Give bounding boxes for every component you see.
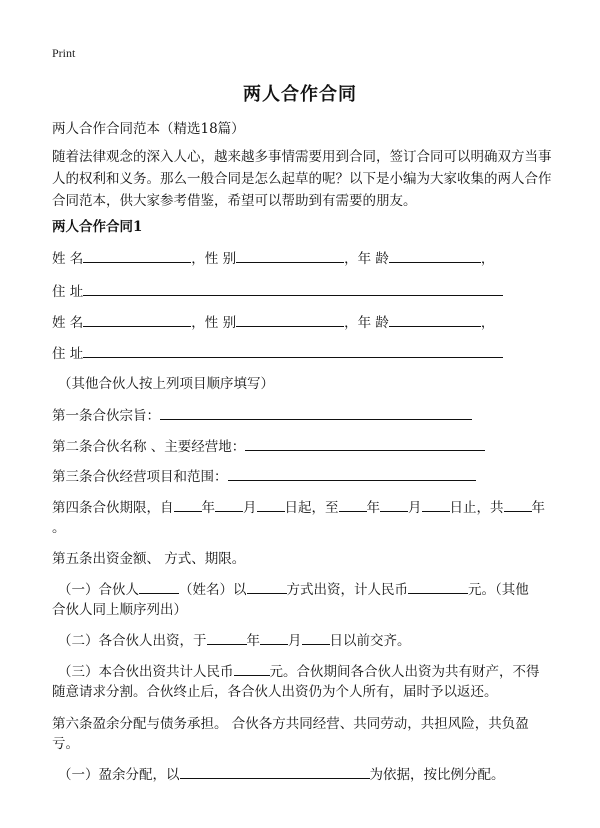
name-label: 姓 名 (52, 251, 84, 267)
gender-label: ，性 别 (191, 315, 237, 331)
name-blank[interactable] (83, 248, 191, 263)
year-label: 年 (366, 500, 380, 516)
day-from-label: 日起，至 (284, 500, 339, 516)
article-6-1 (58, 764, 505, 786)
partner-name-blank[interactable] (139, 579, 179, 594)
address-label: 住 址 (52, 346, 84, 362)
year-label: 年 (201, 500, 215, 516)
article-1 (52, 405, 472, 427)
gender-blank[interactable] (236, 248, 344, 263)
start-day-blank[interactable] (257, 497, 285, 512)
article-6-line-2: 亏。 (52, 736, 79, 752)
article-2 (52, 436, 485, 458)
day-to-label: 日止，共 (449, 500, 504, 516)
years-label: 年 (531, 500, 545, 516)
address-blank[interactable] (83, 343, 503, 358)
article-5-3-rest: 元。合伙期间各合伙人出资为共有财产，不得 (269, 664, 540, 680)
article-2-label: 第二条合伙名称 、主要经营地： (52, 439, 246, 455)
party-2-address-line (52, 343, 503, 365)
method-label: 方式出资，计人民币 (286, 582, 408, 598)
article-5-1-prefix: （一）合伙人 (58, 582, 139, 598)
article-1-label: 第一条合伙宗旨： (52, 408, 160, 424)
party-1-address-line (52, 281, 503, 303)
end-year-blank[interactable] (339, 497, 367, 512)
article-4 (52, 497, 545, 519)
gender-blank[interactable] (236, 312, 344, 327)
article-6-1-prefix: （一）盈余分配，以 (58, 767, 180, 783)
due-month-blank[interactable] (260, 630, 288, 645)
comma: ， (480, 315, 495, 331)
article-4-wrap: 。 (52, 520, 66, 536)
document-title: 两人合作合同 (243, 84, 357, 105)
distribution-basis-blank[interactable] (180, 764, 370, 779)
name-blank[interactable] (83, 312, 191, 327)
article-5-2 (58, 630, 411, 652)
document-subtitle: 两人合作合同范本（精选18篇） (52, 121, 245, 137)
address-label: 住 址 (52, 284, 84, 300)
intro-paragraph: 随着法律观念的深入人心，越来越多事情需要用到合同，签订合同可以明确双方当事人的权利和义务。那么一般合同是怎么起草的呢？以下是小编为大家收集的两人合作合同范本，供大家参考借鉴，希望可以帮助到有需要的朋友。 (52, 149, 552, 209)
end-day-blank[interactable] (422, 497, 450, 512)
gender-label: ，性 别 (191, 251, 237, 267)
amount-blank[interactable] (408, 579, 468, 594)
article-3-blank[interactable] (228, 466, 476, 481)
age-label: ，年 龄 (344, 251, 389, 267)
start-year-blank[interactable] (174, 497, 202, 512)
year-label: 年 (246, 633, 260, 649)
article-4-prefix: 第四条合伙期限，自 (52, 500, 174, 516)
age-blank[interactable] (389, 248, 481, 263)
article-5-3-wrap: 随意请求分割。合伙终止后，各合伙人出资仍为个人所有，届时予以返还。 (52, 684, 498, 700)
month-label: 月 (288, 633, 302, 649)
article-5-1 (58, 579, 529, 601)
article-5-2-prefix: （二）各合伙人出资，于 (58, 633, 207, 649)
article-5-3 (58, 661, 540, 683)
others-note: （其他合伙人按上列项目顺序填写） (58, 376, 274, 392)
due-year-blank[interactable] (207, 630, 247, 645)
method-blank[interactable] (247, 579, 287, 594)
start-month-blank[interactable] (215, 497, 243, 512)
article-6-line-1: 第六条盈余分配与债务承担。 合伙各方共同经营、共同劳动，共担风险，共负盈 (52, 716, 529, 732)
yuan-label: 元。（其他 (468, 582, 529, 598)
name-label: 姓 名 (52, 315, 84, 331)
party-2-info-line (52, 312, 494, 334)
party-1-info-line (52, 248, 494, 270)
due-tail: 日以前交齐。 (329, 633, 411, 649)
comma: ， (480, 251, 495, 267)
article-3 (52, 466, 476, 488)
article-2-blank[interactable] (245, 436, 485, 451)
article-3-label: 第三条合伙经营项目和范围： (52, 469, 228, 485)
article-5-1-wrap: 合伙人同上顺序列出） (52, 602, 187, 618)
due-day-blank[interactable] (302, 630, 330, 645)
article-6-1-tail: 为依据，按比例分配。 (369, 767, 505, 783)
article-1-blank[interactable] (160, 405, 472, 420)
age-blank[interactable] (389, 312, 481, 327)
name-in-label: （姓名）以 (179, 582, 247, 598)
month-label: 月 (408, 500, 422, 516)
article-5-3-prefix: （三）本合伙出资共计人民币 (58, 664, 234, 680)
address-blank[interactable] (83, 281, 503, 296)
total-years-blank[interactable] (504, 497, 532, 512)
print-label[interactable]: Print (52, 46, 76, 60)
end-month-blank[interactable] (380, 497, 408, 512)
article-5: 第五条出资金额、 方式、期限。 (52, 551, 246, 567)
age-label: ，年 龄 (344, 315, 389, 331)
month-label: 月 (243, 500, 257, 516)
section-heading: 两人合作合同1 (52, 219, 143, 235)
total-amount-blank[interactable] (234, 661, 270, 676)
